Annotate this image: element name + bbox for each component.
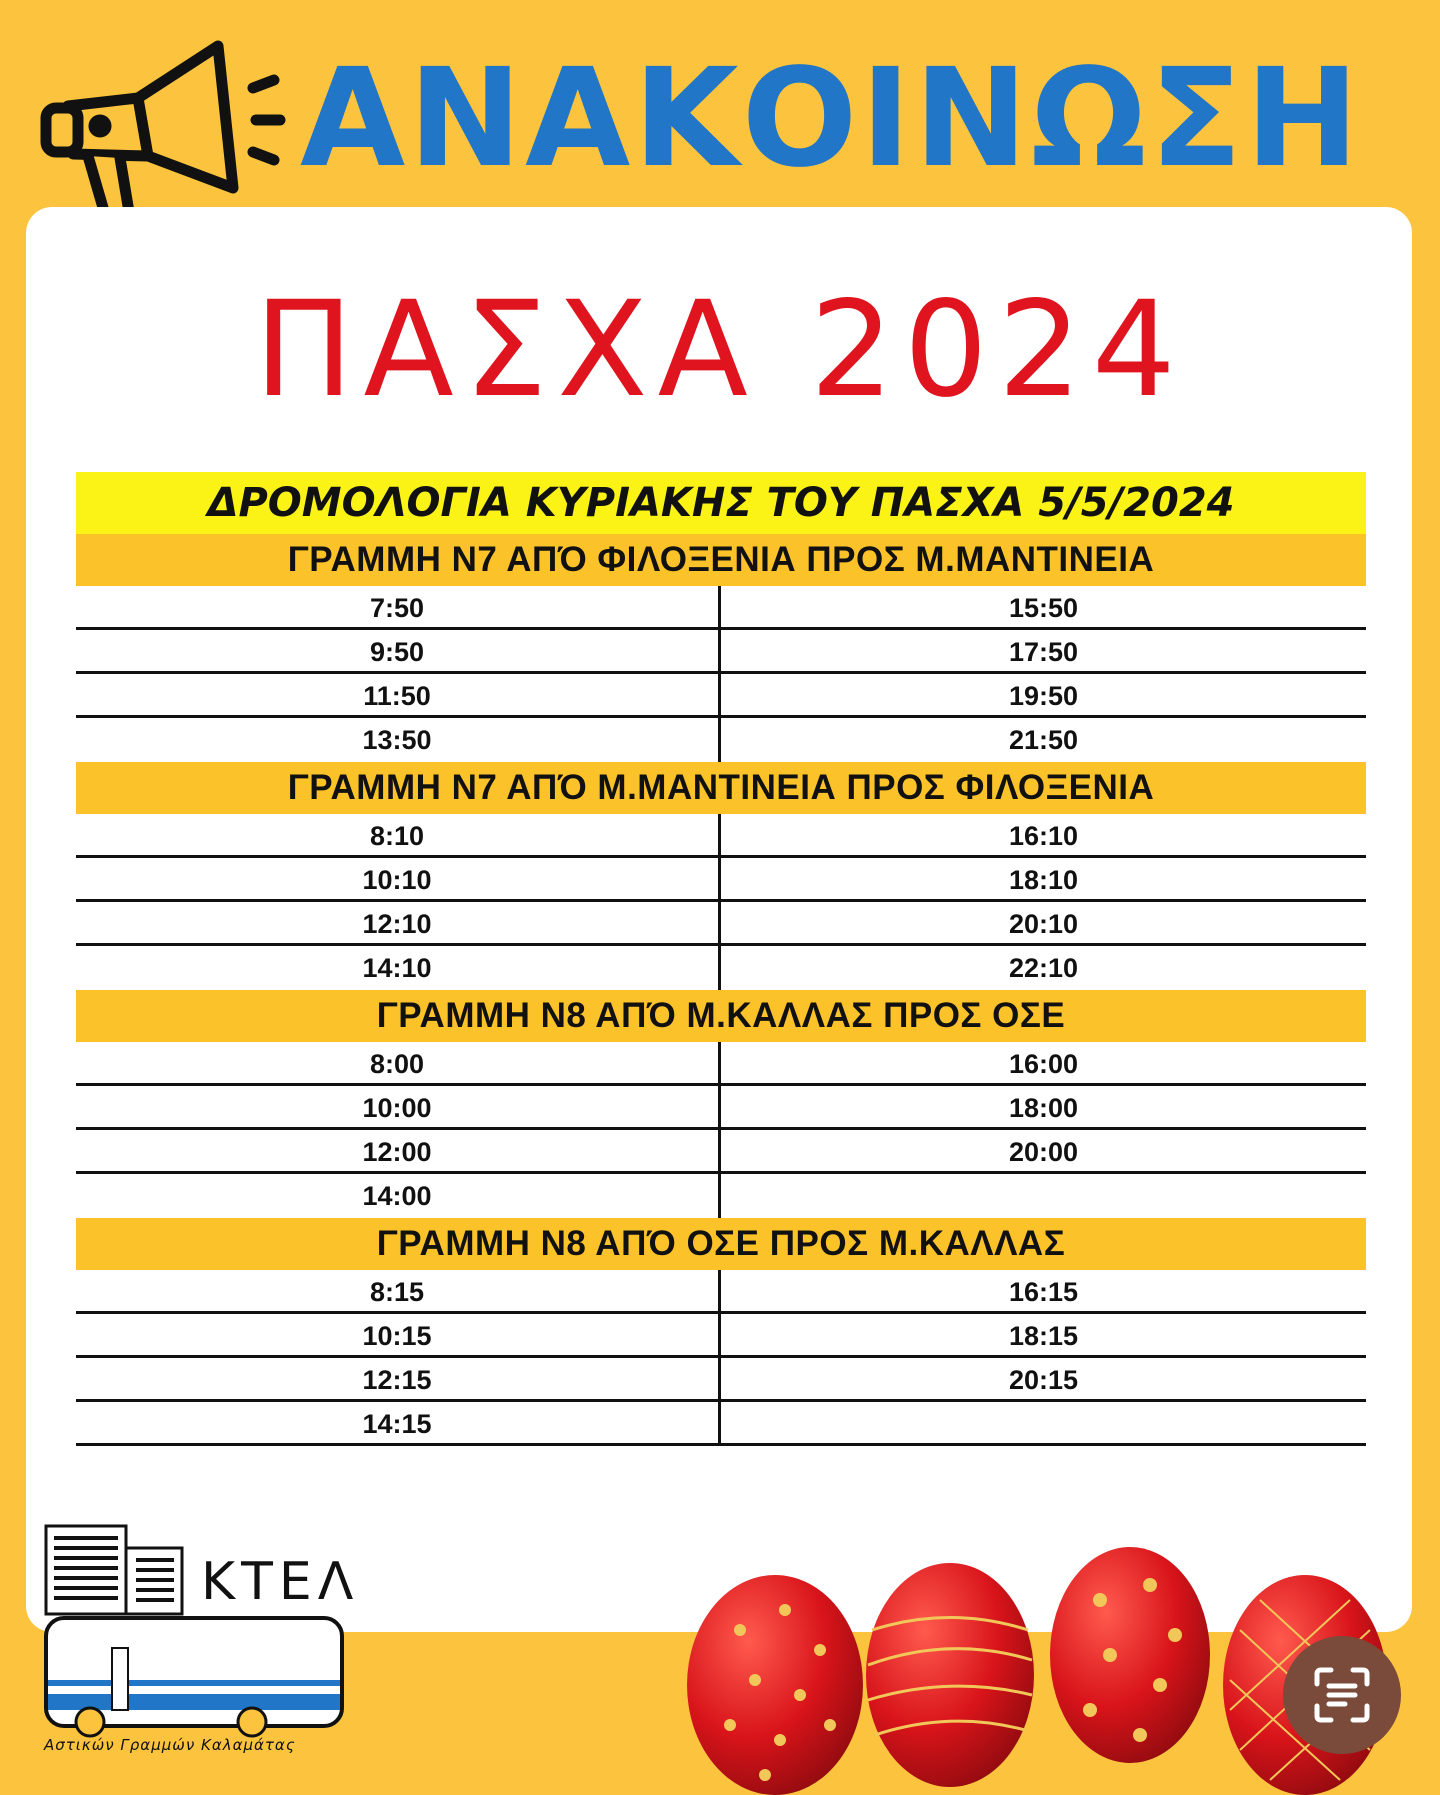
- table-row: [76, 1130, 1366, 1174]
- departure-time: 8:00: [76, 1042, 721, 1083]
- table-row: [76, 630, 1366, 674]
- schedule-heading: ΔΡΟΜΟΛΟΓΙΑ ΚΥΡΙΑΚΗΣ ΤΟΥ ΠΑΣΧΑ 5/5/2024: [76, 472, 1366, 534]
- table-row: [76, 674, 1366, 718]
- table-row: [76, 858, 1366, 902]
- table-row: [76, 902, 1366, 946]
- departure-time: 8:10: [76, 814, 721, 855]
- departure-time: 14:10: [76, 946, 721, 990]
- route-header: ΓΡΑΜΜΗ Ν7 ΑΠΌ Μ.ΜΑΝΤΙΝΕΙΑ ΠΡΟΣ ΦΙΛΟΞΕΝΙΑ: [76, 762, 1366, 814]
- departure-time: 11:50: [76, 674, 721, 715]
- departure-time: 12:00: [76, 1130, 721, 1171]
- text-scan-button[interactable]: [1283, 1636, 1401, 1754]
- departure-time: [721, 1402, 1366, 1443]
- table-row: [76, 946, 1366, 990]
- ktel-logo-caption: Αστικών Γραμμών Καλαμάτας: [44, 1736, 296, 1754]
- departure-time: 10:00: [76, 1086, 721, 1127]
- departure-time: 18:00: [1008, 1093, 1079, 1123]
- poster-title: ΠΑΣΧΑ 2024: [254, 273, 1186, 427]
- table-row: [76, 1042, 1366, 1086]
- departure-time: 20:15: [1008, 1365, 1079, 1395]
- table-row: [76, 1358, 1366, 1402]
- departure-time: 16:15: [1008, 1277, 1079, 1307]
- route-header: ΓΡΑΜΜΗ Ν7 ΑΠΌ ΦΙΛΟΞΕΝΙΑ ΠΡΟΣ Μ.ΜΑΝΤΙΝΕΙΑ: [76, 534, 1366, 586]
- departure-time: 14:00: [76, 1174, 721, 1218]
- table-row: [76, 1086, 1366, 1130]
- schedule-table: [76, 472, 1366, 1446]
- ktel-logo-name: ΚΤΕΛ: [201, 1552, 360, 1612]
- departure-time: 20:00: [1008, 1137, 1079, 1167]
- departure-time: 15:50: [1008, 593, 1079, 623]
- table-row: [76, 718, 1366, 762]
- departure-time: 14:15: [76, 1402, 721, 1443]
- route-header: ΓΡΑΜΜΗ Ν8 ΑΠΌ Μ.ΚΑΛΛΑΣ ΠΡΟΣ ΟΣΕ: [76, 990, 1366, 1042]
- departure-time: 16:00: [1008, 1049, 1079, 1079]
- departure-time: 21:50: [1008, 725, 1079, 755]
- route-header: ΓΡΑΜΜΗ Ν8 ΑΠΌ ΟΣΕ ΠΡΟΣ Μ.ΚΑΛΛΑΣ: [76, 1218, 1366, 1270]
- table-row: [76, 586, 1366, 630]
- table-row: [76, 1270, 1366, 1314]
- announcement-header: [0, 0, 1440, 215]
- table-row: [76, 1314, 1366, 1358]
- departure-time: [721, 1174, 1366, 1218]
- table-row: [76, 1402, 1366, 1446]
- departure-time: 12:10: [76, 902, 721, 943]
- departure-time: 9:50: [76, 630, 721, 671]
- departure-time: 16:10: [1008, 821, 1079, 851]
- departure-time: 17:50: [1008, 637, 1079, 667]
- departure-time: 19:50: [1008, 681, 1079, 711]
- departure-time: 22:10: [1008, 953, 1079, 983]
- departure-time: 10:10: [76, 858, 721, 899]
- departure-time: 12:15: [76, 1358, 721, 1399]
- table-row: [76, 814, 1366, 858]
- departure-time: 8:15: [76, 1270, 721, 1311]
- text-scan-icon: [1283, 1636, 1401, 1754]
- departure-time: 13:50: [76, 718, 721, 762]
- table-row: [76, 1174, 1366, 1218]
- departure-time: 7:50: [76, 586, 721, 627]
- departure-time: 18:15: [1008, 1321, 1079, 1351]
- departure-time: 20:10: [1008, 909, 1079, 939]
- departure-time: 18:10: [1008, 865, 1079, 895]
- announcement-title: ΑΝΑΚΟΙΝΩΣΗ: [300, 40, 1363, 198]
- departure-time: 10:15: [76, 1314, 721, 1355]
